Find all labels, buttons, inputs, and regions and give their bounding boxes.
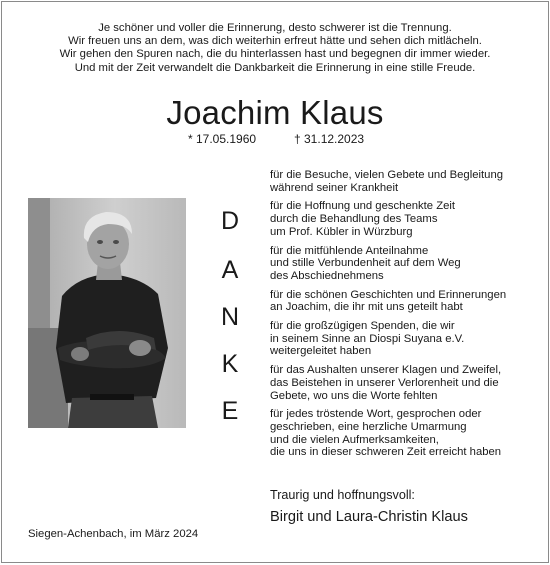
thanks-line: für die Besuche, vielen Gebete und Begleitung (270, 169, 504, 181)
birth-date: * 17.05.1960 (188, 132, 257, 146)
thanks-line: Gebete, wo uns die Worte fehlten (270, 389, 438, 402)
thanks-line: durch die Behandlung des Teams (270, 213, 438, 226)
thanks-line: für jedes tröstende Wort, gesprochen oder (270, 408, 482, 421)
thanks-line: für die schönen Geschichten und Erinnerungen (270, 288, 507, 301)
poem-line: Und mit der Zeit verwandelt die Dankbarkeit die Erinnerung in eine stille Freude. (74, 61, 476, 74)
thanks-line: in seinem Sinne an Diospi Suyana e.V. (270, 332, 465, 345)
thanks-line: für das Aushalten unserer Klagen und Zweifel, (270, 364, 502, 377)
thanks-line: für die mitfühlende Anteilnahme (270, 244, 429, 257)
deceased-name: Joachim Klaus (166, 94, 384, 131)
thanks-item (270, 245, 540, 283)
thanks-item (270, 289, 540, 314)
poem-line: Wir freuen uns an dem, was dich weiterhin erfreut hätte und sehen dich mitlächeln. (68, 35, 482, 48)
danke-letter: A (221, 256, 239, 284)
life-dates (188, 132, 365, 147)
portrait-illustration (28, 198, 186, 428)
thanks-line: und die vielen Aufmerksamkeiten, (270, 433, 439, 446)
closing-phrase: Traurig und hoffnungsvoll: (270, 488, 415, 502)
danke-letter: E (221, 397, 239, 425)
poem (2, 22, 548, 75)
danke-letter: K (221, 350, 239, 378)
danke-letter: D (220, 207, 240, 235)
thanks-line: des Abschiednehmens (270, 269, 384, 282)
thanks-line: geschrieben, eine herzliche Umarmung (270, 420, 467, 433)
thanks-line: um Prof. Kübler in Würzburg (270, 225, 413, 238)
thanks-item (270, 169, 540, 194)
thanks-line: für die großzügigen Spenden, die wir (270, 320, 455, 333)
death-date: † 31.12.2023 (294, 132, 365, 146)
portrait-photo (28, 198, 186, 428)
obituary-notice (1, 1, 549, 563)
thanks-line: weitergeleitet haben (270, 345, 372, 358)
thanks-item (270, 320, 540, 358)
thanks-line: während seiner Krankheit (270, 181, 399, 194)
thanks-item (270, 200, 540, 238)
danke-letter: N (220, 303, 240, 331)
thanks-line: für die Hoffnung und geschenkte Zeit (270, 200, 456, 213)
thanks-line: an Joachim, die ihr mit uns geteilt habt (270, 301, 463, 314)
signers: Birgit und Laura-Christin Klaus (270, 509, 468, 525)
poem-line: Je schöner und voller die Erinnerung, desto schwerer ist die Trennung. (98, 22, 452, 34)
poem-line: Wir gehen den Spuren nach, die du hinterlassen hast und begegnen dir immer wieder. (59, 48, 491, 61)
thanks-item (270, 408, 540, 459)
thanks-line: und stille Verbundenheit auf dem Weg (270, 257, 461, 270)
thanks-line: das Beistehen in unserer Verlorenheit und die (270, 376, 499, 389)
thanks-item (270, 364, 540, 402)
thanks-line: die uns in dieser schweren Zeit erreicht haben (270, 446, 502, 459)
place-date: Siegen-Achenbach, im März 2024 (28, 528, 199, 540)
thanks-list (270, 169, 540, 465)
